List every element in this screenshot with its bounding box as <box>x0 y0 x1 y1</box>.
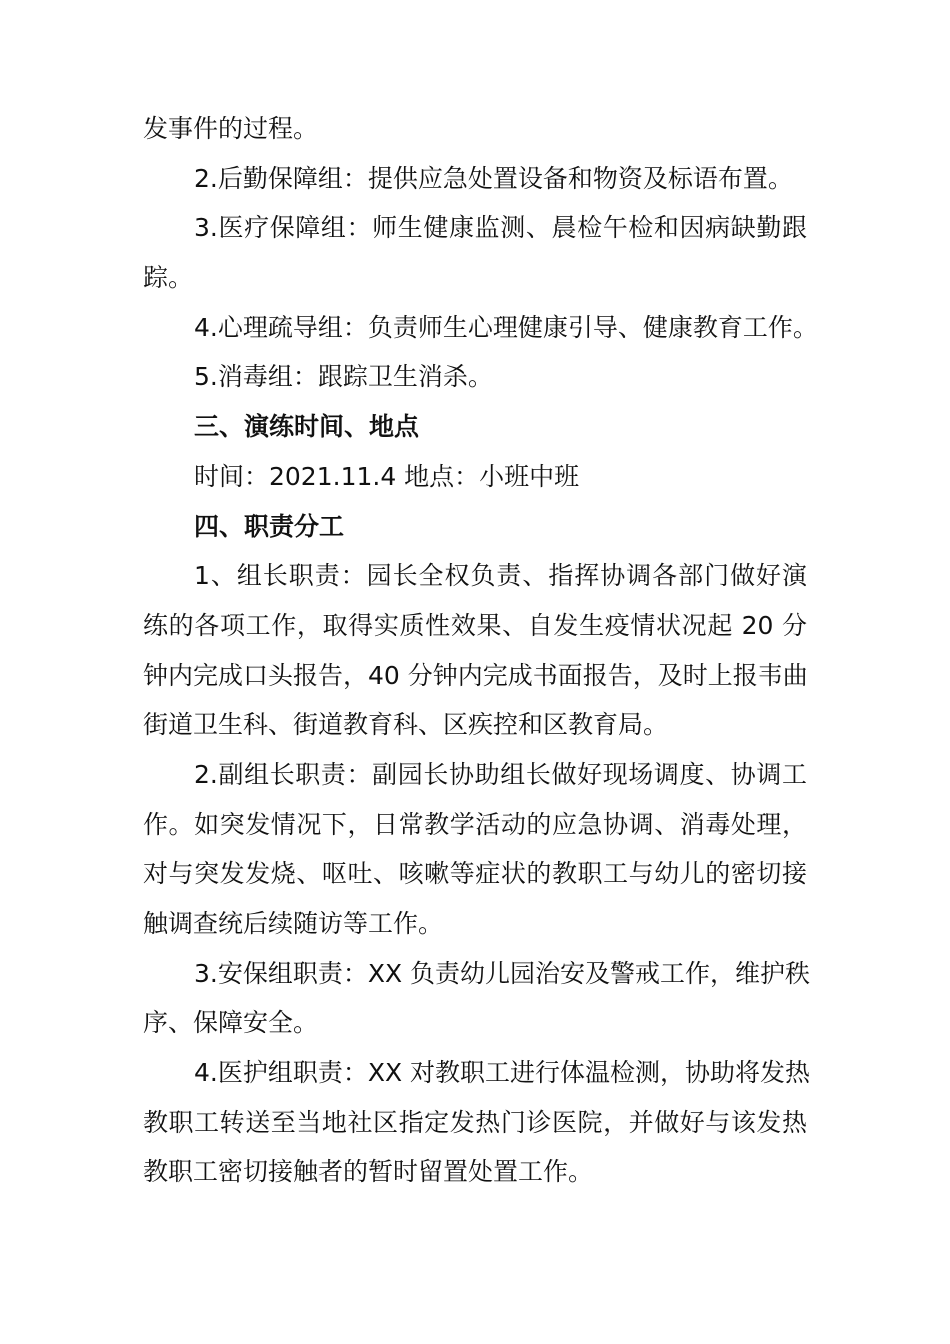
text-line: 练的各项工作，取得实质性效果、自发生疫情状况起 20 分 <box>143 610 807 640</box>
text-line: 5.消毒组：跟踪卫生消杀。 <box>194 362 493 392</box>
text-line: 街道卫生科、街道教育科、区疾控和区教育局。 <box>143 710 669 740</box>
document-page <box>143 104 818 1197</box>
text-line: 教职工密切接触者的暂时留置处置工作。 <box>143 1157 594 1187</box>
text-line: 教职工转送至当地社区指定发热门诊医院，并做好与该发热 <box>143 1107 807 1137</box>
section-heading: 四、职责分工 <box>194 511 345 541</box>
text-line: 3.医疗保障组：师生健康监测、晨检午检和因病缺勤跟 <box>194 213 807 243</box>
text-line: 1、组长职责：园长全权负责、指挥协调各部门做好演 <box>194 561 807 591</box>
text-line: 2.副组长职责：副园长协助组长做好现场调度、协调工 <box>194 759 807 789</box>
text-line: 对与突发发烧、呕吐、咳嗽等症状的教职工与幼儿的密切接 <box>143 859 807 889</box>
section-heading: 三、演练时间、地点 <box>194 412 420 442</box>
text-line: 发事件的过程。 <box>143 114 319 143</box>
text-line: 3.安保组职责：XX 负责幼儿园治安及警戒工作，维护秩 <box>194 958 811 988</box>
text-line: 2.后勤保障组：提供应急处置设备和物资及标语布置。 <box>194 163 793 193</box>
text-line: 钟内完成口头报告，40 分钟内完成书面报告，及时上报韦曲 <box>143 660 808 690</box>
text-line: 触调查统后续随访等工作。 <box>143 909 444 938</box>
text-line: 踪。 <box>143 263 194 293</box>
text-line: 4.医护组职责：XX 对教职工进行体温检测，协助将发热 <box>194 1058 811 1088</box>
text-line: 4.心理疏导组：负责师生心理健康引导、健康教育工作。 <box>194 312 818 342</box>
text-line: 作。如突发情况下，日常教学活动的应急协调、消毒处理， <box>143 809 807 839</box>
text-line: 时间：2021.11.4 地点：小班中班 <box>194 461 580 491</box>
text-line: 序、保障安全。 <box>143 1008 319 1038</box>
